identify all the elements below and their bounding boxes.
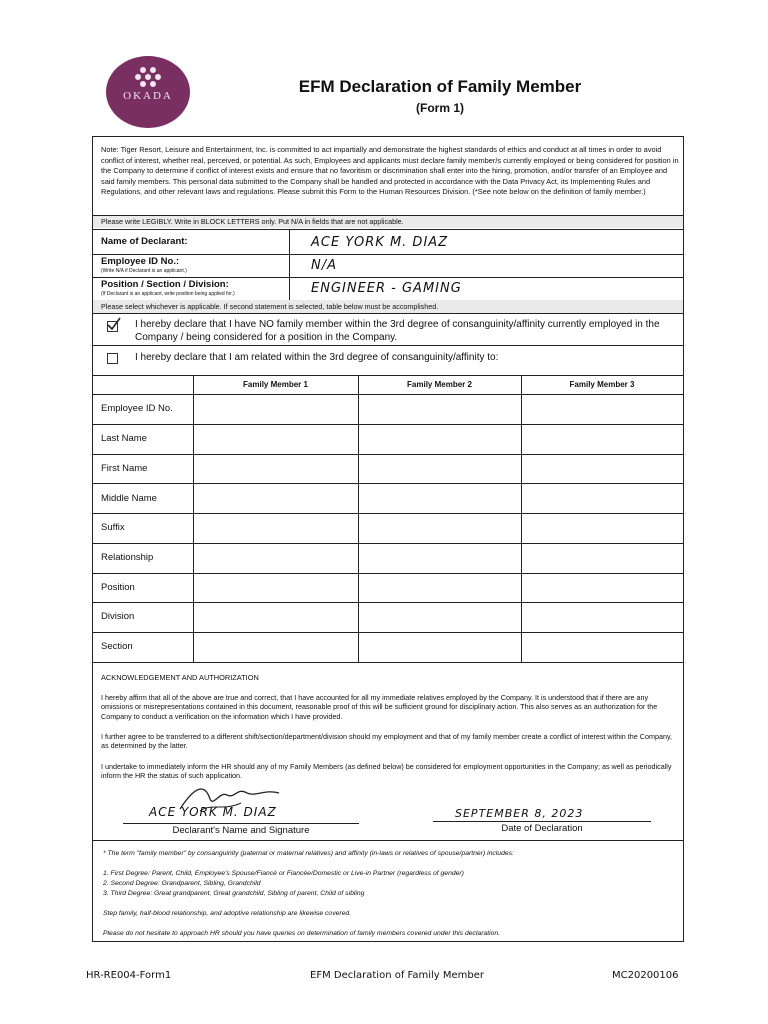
table-row-last-name: Last Name	[101, 433, 147, 444]
table-row-first-name: First Name	[101, 463, 148, 474]
employee-id-sub: (Write N/A if Declarant is an applicant.)	[101, 268, 187, 274]
step-family-note: Step family, half-blood relationship, and adoptive relationship are likewise covered.	[103, 910, 352, 917]
statement-2-text: I hereby declare that I am related within the 3rd degree of consanguinity/affinity to:	[135, 352, 499, 363]
first-degree: 1. First Degree: Parent, Child, Employee's Spouse/Fiancé or Fiancée/Domestic or Live-in Partner (regardless of gender)	[103, 870, 464, 877]
employee-id-value[interactable]: N/A	[311, 258, 337, 273]
position-value[interactable]: ENGINEER - GAMING	[311, 281, 462, 296]
table-row-position: Position	[101, 582, 135, 593]
acknowledgement-p1: I hereby affirm that all of the above are true and correct, that I have accounted for all my immediate relatives employed by the Company. It is understood that if there are any omissions or misrepresentations contained in this document, reasonable proof of this will be sufficient ground for disciplinary action. This also serves as an authorization for the Company to conduct a verification on the information which I have provided.	[101, 693, 658, 721]
position-sub: (If Declarant is an applicant, write position being applied for.)	[101, 291, 235, 297]
checkmark-icon	[107, 317, 121, 331]
statement-1-checkbox[interactable]	[107, 321, 118, 332]
form-number: (Form 1)	[416, 101, 464, 115]
table-header-fm3: Family Member 3	[569, 380, 635, 389]
footer-form-code: HR-RE004-Form1	[86, 970, 172, 981]
employee-id-label: Employee ID No.:	[101, 256, 180, 267]
table-row-suffix: Suffix	[101, 522, 125, 533]
select-instruction-bar: Please select whichever is applicable. If second statement is selected, table below must be accomplished.	[93, 300, 683, 313]
table-header-fm2: Family Member 2	[407, 380, 472, 389]
form-title-block	[230, 77, 650, 115]
company-logo	[106, 56, 190, 128]
table-header-fm1: Family Member 1	[243, 380, 308, 389]
acknowledgement-p3: I undertake to immediately inform the HR should any of my Family Members (as defined below) be considered for employment opportunities in the Company; as well as periodically inform the HR the status of such application.	[101, 762, 672, 781]
position-label: Position / Section / Division:	[101, 279, 229, 290]
footer-form-title: EFM Declaration of Family Member	[310, 970, 485, 981]
third-degree: 3. Third Degree: Great grandparent, Great grandchild, Sibling of parent, Child of sibling	[103, 890, 365, 897]
flower-logo-icon	[135, 66, 161, 88]
second-degree: 2. Second Degree: Grandparent, Sibling, Grandchild	[103, 880, 261, 887]
statement-1-text: I hereby declare that I have NO family member within the 3rd degree of consanguinity/affinity currently employed in the Company / being considered for a position in the Company.	[135, 319, 660, 343]
footer-reference: MC20200106	[612, 970, 679, 981]
declaration-date-value[interactable]: SEPTEMBER 8, 2023	[455, 807, 584, 820]
statement-2-checkbox[interactable]	[107, 353, 118, 364]
table-row-division: Division	[101, 611, 135, 622]
table-row-middle-name: Middle Name	[101, 493, 157, 504]
logo-text: OKADA	[123, 90, 173, 102]
signature-name-value[interactable]: ACE YORK M. DIAZ	[149, 805, 277, 819]
instruction-bar: Please write LEGIBLY. Write in BLOCK LETTERS only. Put N/A in fields that are not applicable.	[93, 215, 683, 228]
family-member-definition: * The term "family member" by consanguinity (paternal or maternal relatives) and affinity (in-laws or relatives of spouse/partner) includes:	[103, 850, 514, 857]
declaration-date-label: Date of Declaration	[501, 823, 583, 834]
table-row-relationship: Relationship	[101, 552, 154, 563]
hr-queries-note: Please do not hesitate to approach HR should you have queries on determination of family members covered under this declaration.	[103, 930, 501, 937]
form-title: EFM Declaration of Family Member	[298, 77, 582, 96]
table-row-section: Section	[101, 641, 133, 652]
acknowledgement-heading: ACKNOWLEDGEMENT AND AUTHORIZATION	[101, 673, 259, 682]
declarant-name-value[interactable]: ACE YORK M. DIAZ	[311, 235, 449, 250]
declarant-label: Name of Declarant:	[101, 236, 188, 247]
signature-name-label: Declarant's Name and Signature	[172, 825, 310, 836]
privacy-note: Note: Tiger Resort, Leisure and Entertainment, Inc. is committed to act impartially and demonstrate the highest standards of ethics and conduct at all times in order to avoid conflict of interest, whether real, perceived, or potential. As such, Employees and applicants must declare family member/s currently employed or being considered for position in the Company to determine if conflict of interest exists and ensure that no favoritism or discrimination shall enter into the hiring, promotion, and/or transfer of an Employee and said family members. This personal data submitted to the Company shall be handled and protected in accordance with the Data Privacy Act, its Implementing Rules and Regulations, and other relevant laws and regulations. Please submit this Form to the Human Resources Division. (*See note below on the definition of family member.)	[101, 145, 679, 197]
table-row-employee-id: Employee ID No.	[101, 403, 173, 414]
form-frame	[92, 136, 684, 942]
acknowledgement-p2: I further agree to be transferred to a different shift/section/department/division should my employment and that of my family member create a conflict of interest within the Company, as determined by the latter.	[101, 732, 673, 751]
